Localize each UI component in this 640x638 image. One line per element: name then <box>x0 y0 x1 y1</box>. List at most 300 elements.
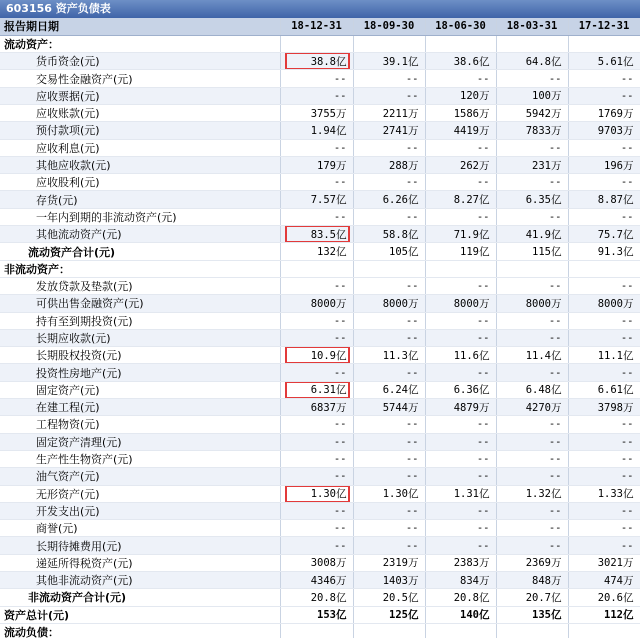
value-cell[interactable] <box>425 156 496 173</box>
value-cell[interactable] <box>425 468 496 485</box>
value-cell[interactable] <box>280 416 353 433</box>
table-row[interactable] <box>0 468 640 485</box>
value-cell[interactable] <box>280 433 353 450</box>
value-cell[interactable] <box>568 554 640 571</box>
value-text: -- <box>333 72 347 85</box>
value-cell[interactable] <box>353 364 425 381</box>
row-label: 流动负债： <box>0 623 280 638</box>
value-cell[interactable] <box>496 572 568 589</box>
value-cell[interactable] <box>425 606 496 623</box>
value-cell[interactable] <box>280 399 353 416</box>
value-cell[interactable] <box>280 312 353 329</box>
value-text: -- <box>405 539 419 552</box>
value-text: -- <box>620 504 634 517</box>
value-cell[interactable] <box>425 277 496 294</box>
value-text: 1.30亿 <box>310 488 347 501</box>
value-cell[interactable] <box>353 87 425 104</box>
value-cell[interactable] <box>425 208 496 225</box>
row-label: 预付款项(元) <box>0 122 280 139</box>
value-cell[interactable] <box>353 104 425 121</box>
value-cell[interactable] <box>353 502 425 519</box>
value-text: 231万 <box>532 159 562 172</box>
value-cell[interactable] <box>568 277 640 294</box>
value-cell[interactable] <box>280 156 353 173</box>
value-cell[interactable] <box>353 450 425 467</box>
value-cell[interactable] <box>568 381 640 398</box>
value-cell[interactable] <box>425 520 496 537</box>
value-cell[interactable] <box>568 329 640 346</box>
column-header[interactable]: 18-09-30 <box>353 18 425 35</box>
table-row[interactable] <box>0 295 640 312</box>
value-cell[interactable] <box>496 381 568 398</box>
row-label: 持有至到期投资(元) <box>0 312 280 329</box>
value-cell[interactable] <box>425 122 496 139</box>
row-label: 一年内到期的非流动资产(元) <box>0 208 280 225</box>
value-cell[interactable] <box>568 589 640 606</box>
value-cell[interactable] <box>496 260 568 277</box>
value-cell[interactable] <box>425 139 496 156</box>
value-cell[interactable] <box>496 53 568 70</box>
value-cell[interactable] <box>496 243 568 260</box>
table-row[interactable] <box>0 312 640 329</box>
value-cell[interactable] <box>496 295 568 312</box>
table-row[interactable] <box>0 537 640 554</box>
table-row[interactable] <box>0 554 640 571</box>
value-cell[interactable] <box>568 70 640 87</box>
table-row[interactable] <box>0 364 640 381</box>
value-cell[interactable] <box>353 485 425 502</box>
value-cell[interactable] <box>280 226 353 243</box>
value-cell[interactable] <box>353 623 425 638</box>
table-row[interactable] <box>0 502 640 519</box>
value-cell[interactable] <box>353 139 425 156</box>
value-cell[interactable] <box>280 70 353 87</box>
value-text: 262万 <box>460 159 490 172</box>
value-cell[interactable] <box>496 589 568 606</box>
value-cell[interactable] <box>425 312 496 329</box>
value-cell[interactable] <box>425 450 496 467</box>
table-row[interactable] <box>0 139 640 156</box>
value-text: -- <box>476 72 490 85</box>
value-text: -- <box>405 176 419 189</box>
table-row[interactable] <box>0 520 640 537</box>
value-cell[interactable] <box>280 87 353 104</box>
value-text: 179万 <box>317 159 347 172</box>
value-text: -- <box>476 314 490 327</box>
value-cell[interactable] <box>568 139 640 156</box>
value-cell[interactable] <box>280 554 353 571</box>
column-header[interactable]: 17-12-31 <box>568 18 640 35</box>
value-cell[interactable] <box>568 104 640 121</box>
value-cell[interactable] <box>280 122 353 139</box>
value-text: -- <box>476 141 490 154</box>
table-row[interactable] <box>0 399 640 416</box>
value-cell[interactable] <box>496 606 568 623</box>
value-cell[interactable] <box>280 381 353 398</box>
section-row[interactable] <box>0 606 640 623</box>
value-text: -- <box>476 504 490 517</box>
value-cell[interactable] <box>280 104 353 121</box>
column-header[interactable]: 18-06-30 <box>425 18 496 35</box>
value-cell[interactable] <box>280 623 353 638</box>
value-cell[interactable] <box>280 468 353 485</box>
value-cell[interactable] <box>568 485 640 502</box>
value-text: -- <box>405 89 419 102</box>
value-cell[interactable] <box>496 433 568 450</box>
value-cell[interactable] <box>280 537 353 554</box>
value-cell[interactable] <box>496 174 568 191</box>
value-cell[interactable] <box>280 450 353 467</box>
value-cell[interactable] <box>568 35 640 52</box>
value-cell[interactable] <box>353 70 425 87</box>
value-text: 1403万 <box>382 574 419 587</box>
row-label: 开发支出(元) <box>0 502 280 519</box>
section-row[interactable] <box>0 35 640 52</box>
value-text: 834万 <box>460 574 490 587</box>
value-cell[interactable] <box>280 53 353 70</box>
value-cell[interactable] <box>353 226 425 243</box>
value-text: 6.31亿 <box>310 384 347 397</box>
value-cell[interactable] <box>353 606 425 623</box>
value-cell[interactable] <box>425 381 496 398</box>
value-text: 3798万 <box>597 401 634 414</box>
value-cell[interactable] <box>353 156 425 173</box>
value-cell[interactable] <box>425 329 496 346</box>
value-cell[interactable] <box>496 156 568 173</box>
value-text: 120万 <box>460 90 490 103</box>
value-cell[interactable] <box>568 312 640 329</box>
value-cell[interactable] <box>280 329 353 346</box>
value-cell[interactable] <box>496 312 568 329</box>
value-text: 20.6亿 <box>597 591 634 604</box>
value-cell[interactable] <box>353 381 425 398</box>
value-cell[interactable] <box>496 520 568 537</box>
value-cell[interactable] <box>496 416 568 433</box>
table-row[interactable] <box>0 174 640 191</box>
value-text: -- <box>476 470 490 483</box>
value-cell[interactable] <box>425 399 496 416</box>
value-cell[interactable] <box>496 122 568 139</box>
value-cell[interactable] <box>425 260 496 277</box>
row-label: 应收账款(元) <box>0 104 280 121</box>
value-cell[interactable] <box>353 260 425 277</box>
value-text: -- <box>405 331 419 344</box>
column-header[interactable]: 18-03-31 <box>496 18 568 35</box>
value-text: -- <box>405 453 419 466</box>
value-cell[interactable] <box>568 606 640 623</box>
value-text: -- <box>548 522 562 535</box>
value-text: 1.32亿 <box>525 488 562 501</box>
value-text: -- <box>476 435 490 448</box>
value-cell[interactable] <box>280 572 353 589</box>
total-row[interactable] <box>0 589 640 606</box>
table-row[interactable] <box>0 156 640 173</box>
value-cell[interactable] <box>280 520 353 537</box>
row-label: 流动资产： <box>0 35 280 52</box>
value-cell[interactable] <box>496 502 568 519</box>
value-text: -- <box>620 280 634 293</box>
value-text: -- <box>620 366 634 379</box>
value-cell[interactable] <box>280 589 353 606</box>
value-cell[interactable] <box>568 520 640 537</box>
value-text: 1586万 <box>453 107 490 120</box>
value-cell[interactable] <box>568 87 640 104</box>
value-text: 11.3亿 <box>382 349 419 362</box>
value-text: 5744万 <box>382 401 419 414</box>
total-row[interactable] <box>0 243 640 260</box>
value-cell[interactable] <box>568 450 640 467</box>
value-text: -- <box>476 176 490 189</box>
value-text: -- <box>620 522 634 535</box>
table-row[interactable] <box>0 572 640 589</box>
value-cell[interactable] <box>496 329 568 346</box>
value-cell[interactable] <box>353 468 425 485</box>
value-cell[interactable] <box>568 53 640 70</box>
table-row[interactable] <box>0 450 640 467</box>
value-cell[interactable] <box>425 243 496 260</box>
value-cell[interactable] <box>280 35 353 52</box>
value-cell[interactable] <box>496 450 568 467</box>
value-text: -- <box>476 280 490 293</box>
value-text: -- <box>405 72 419 85</box>
section-row[interactable] <box>0 260 640 277</box>
value-text: 132亿 <box>317 246 347 258</box>
value-text: -- <box>548 418 562 431</box>
value-cell[interactable] <box>425 226 496 243</box>
table-row[interactable] <box>0 104 640 121</box>
table-row[interactable] <box>0 191 640 208</box>
value-cell[interactable] <box>568 433 640 450</box>
table-row[interactable] <box>0 381 640 398</box>
value-cell[interactable] <box>496 226 568 243</box>
value-text: -- <box>476 418 490 431</box>
value-cell[interactable] <box>425 572 496 589</box>
value-cell[interactable] <box>425 295 496 312</box>
value-cell[interactable] <box>496 364 568 381</box>
value-cell[interactable] <box>353 572 425 589</box>
value-cell[interactable] <box>280 139 353 156</box>
value-cell[interactable] <box>353 122 425 139</box>
value-cell[interactable] <box>568 468 640 485</box>
value-cell[interactable] <box>280 191 353 208</box>
value-cell[interactable] <box>353 277 425 294</box>
value-cell[interactable] <box>425 191 496 208</box>
value-cell[interactable] <box>353 554 425 571</box>
value-cell[interactable] <box>496 87 568 104</box>
value-cell[interactable] <box>496 191 568 208</box>
table-row[interactable] <box>0 208 640 225</box>
value-text: 8000万 <box>597 297 634 310</box>
value-cell[interactable] <box>568 347 640 364</box>
row-label: 无形资产(元) <box>0 485 280 502</box>
value-cell[interactable] <box>568 502 640 519</box>
value-text: 7.57亿 <box>310 194 347 207</box>
value-cell[interactable] <box>353 174 425 191</box>
value-text: -- <box>620 539 634 552</box>
value-cell[interactable] <box>568 156 640 173</box>
value-text: 2741万 <box>382 124 419 137</box>
value-cell[interactable] <box>425 589 496 606</box>
value-cell[interactable] <box>425 433 496 450</box>
value-text: -- <box>476 453 490 466</box>
value-cell[interactable] <box>280 606 353 623</box>
value-cell[interactable] <box>496 399 568 416</box>
section-row[interactable] <box>0 623 640 638</box>
value-cell[interactable] <box>280 502 353 519</box>
value-text: 4419万 <box>453 124 490 137</box>
value-cell[interactable] <box>496 623 568 638</box>
value-text: 6.61亿 <box>597 384 634 397</box>
value-cell[interactable] <box>425 554 496 571</box>
value-cell[interactable] <box>568 191 640 208</box>
value-text: -- <box>620 470 634 483</box>
row-label: 长期股权投资(元) <box>0 347 280 364</box>
value-text: -- <box>333 470 347 483</box>
value-cell[interactable] <box>280 260 353 277</box>
value-cell[interactable] <box>280 485 353 502</box>
value-cell[interactable] <box>568 174 640 191</box>
value-cell[interactable] <box>425 70 496 87</box>
value-cell[interactable] <box>353 399 425 416</box>
value-cell[interactable] <box>425 87 496 104</box>
value-cell[interactable] <box>425 53 496 70</box>
value-cell[interactable] <box>280 243 353 260</box>
value-text: -- <box>620 89 634 102</box>
value-cell[interactable] <box>496 208 568 225</box>
balance-sheet-grid[interactable] <box>0 18 640 638</box>
row-label: 资产总计(元) <box>0 606 280 623</box>
value-cell[interactable] <box>280 347 353 364</box>
value-text: 2383万 <box>453 557 490 570</box>
value-cell[interactable] <box>353 329 425 346</box>
table-row[interactable] <box>0 416 640 433</box>
value-cell[interactable] <box>568 295 640 312</box>
value-text: -- <box>405 435 419 448</box>
table-row[interactable] <box>0 347 640 364</box>
value-text: 5.61亿 <box>597 55 634 68</box>
value-cell[interactable] <box>496 277 568 294</box>
value-cell[interactable] <box>425 485 496 502</box>
value-cell[interactable] <box>568 416 640 433</box>
row-label: 生产性生物资产(元) <box>0 450 280 467</box>
table-row[interactable] <box>0 87 640 104</box>
table-row[interactable] <box>0 433 640 450</box>
table-row[interactable] <box>0 70 640 87</box>
value-cell[interactable] <box>280 174 353 191</box>
value-cell[interactable] <box>353 243 425 260</box>
value-text: 140亿 <box>460 609 490 622</box>
value-cell[interactable] <box>568 537 640 554</box>
value-cell[interactable] <box>568 623 640 638</box>
value-text: -- <box>476 522 490 535</box>
value-cell[interactable] <box>568 572 640 589</box>
value-cell[interactable] <box>425 35 496 52</box>
value-text: -- <box>405 280 419 293</box>
value-cell[interactable] <box>353 53 425 70</box>
value-cell[interactable] <box>353 347 425 364</box>
column-header[interactable]: 18-12-31 <box>280 18 353 35</box>
table-row[interactable] <box>0 277 640 294</box>
table-row[interactable] <box>0 226 640 243</box>
value-cell[interactable] <box>425 104 496 121</box>
value-text: 11.6亿 <box>453 349 490 362</box>
value-text: -- <box>333 314 347 327</box>
value-cell[interactable] <box>568 364 640 381</box>
value-cell[interactable] <box>425 502 496 519</box>
value-cell[interactable] <box>496 485 568 502</box>
row-label: 固定资产清理(元) <box>0 433 280 450</box>
value-cell[interactable] <box>496 554 568 571</box>
value-cell[interactable] <box>425 364 496 381</box>
value-cell[interactable] <box>425 623 496 638</box>
value-cell[interactable] <box>425 347 496 364</box>
value-text: -- <box>405 418 419 431</box>
value-cell[interactable] <box>568 208 640 225</box>
value-text: -- <box>548 453 562 466</box>
value-text: 288万 <box>389 159 419 172</box>
value-text: 20.5亿 <box>382 591 419 604</box>
value-text: -- <box>405 210 419 223</box>
value-cell[interactable] <box>353 208 425 225</box>
value-cell[interactable] <box>280 208 353 225</box>
value-text: -- <box>548 72 562 85</box>
value-cell[interactable] <box>568 260 640 277</box>
value-cell[interactable] <box>280 364 353 381</box>
value-cell[interactable] <box>280 277 353 294</box>
value-cell[interactable] <box>353 433 425 450</box>
value-cell[interactable] <box>496 35 568 52</box>
value-text: -- <box>405 141 419 154</box>
value-cell[interactable] <box>425 537 496 554</box>
value-cell[interactable] <box>568 243 640 260</box>
value-text: 20.8亿 <box>310 591 347 604</box>
value-cell[interactable] <box>353 589 425 606</box>
value-cell[interactable] <box>353 35 425 52</box>
value-cell[interactable] <box>496 468 568 485</box>
table-row[interactable] <box>0 485 640 502</box>
value-cell[interactable] <box>353 312 425 329</box>
value-cell[interactable] <box>496 104 568 121</box>
row-label: 长期待摊费用(元) <box>0 537 280 554</box>
window-title: 603156 资产负债表 <box>0 0 640 18</box>
value-cell[interactable] <box>425 416 496 433</box>
value-text: -- <box>548 504 562 517</box>
row-label: 油气资产(元) <box>0 468 280 485</box>
table-row[interactable] <box>0 329 640 346</box>
value-cell[interactable] <box>353 191 425 208</box>
value-cell[interactable] <box>568 399 640 416</box>
value-cell[interactable] <box>353 520 425 537</box>
value-text: 8.27亿 <box>453 194 490 207</box>
value-cell[interactable] <box>496 347 568 364</box>
value-cell[interactable] <box>425 174 496 191</box>
value-text: -- <box>333 331 347 344</box>
table-row[interactable] <box>0 122 640 139</box>
value-cell[interactable] <box>280 295 353 312</box>
value-text: -- <box>548 176 562 189</box>
value-cell[interactable] <box>496 139 568 156</box>
value-cell[interactable] <box>353 537 425 554</box>
value-cell[interactable] <box>353 295 425 312</box>
value-cell[interactable] <box>568 122 640 139</box>
value-cell[interactable] <box>496 70 568 87</box>
value-text: -- <box>620 72 634 85</box>
table-row[interactable] <box>0 53 640 70</box>
value-cell[interactable] <box>353 416 425 433</box>
value-cell[interactable] <box>568 226 640 243</box>
row-label: 固定资产(元) <box>0 381 280 398</box>
value-cell[interactable] <box>496 537 568 554</box>
